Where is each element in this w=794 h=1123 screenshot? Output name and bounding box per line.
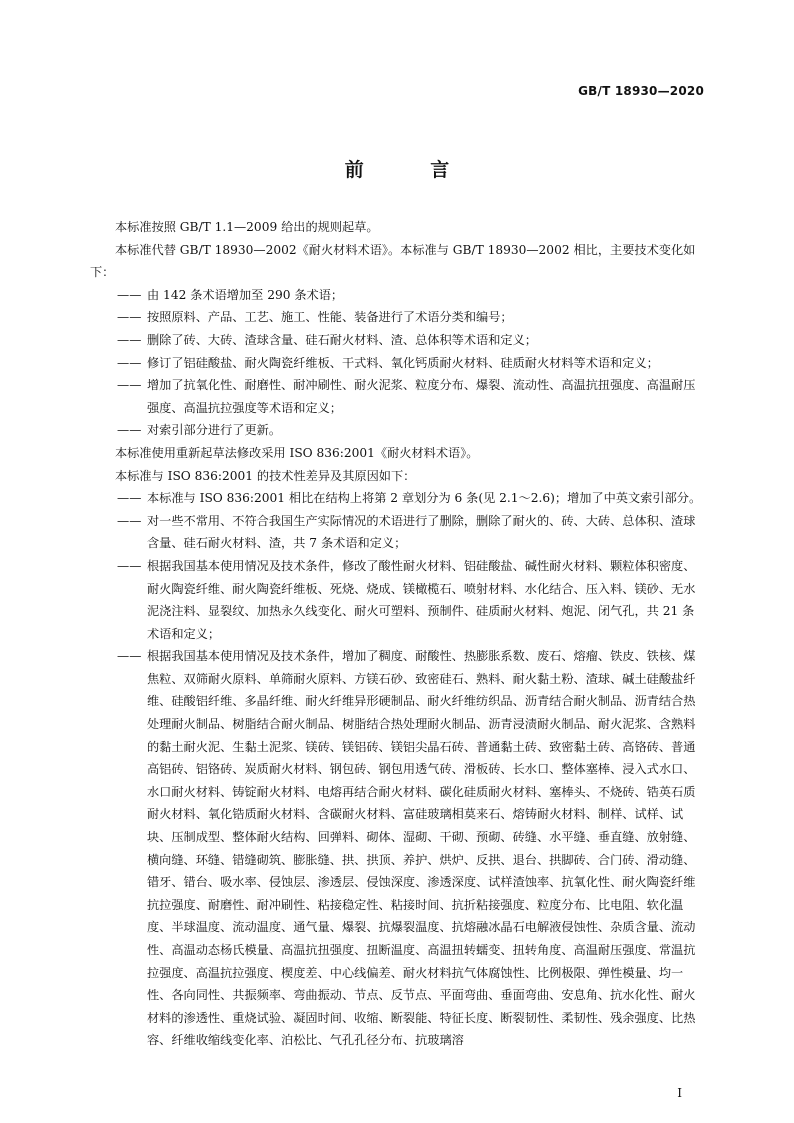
list-item-text: 按照原料、产品、工艺、施工、性能、装备进行了术语分类和编号； [147,310,513,325]
paragraph-replacement: 本标准代替 GB/T 18930—2002《耐火材料术语》。本标准与 GB/T 18930—2002 相比，主要技术变化如下： [90,242,696,280]
list-item-text: 根据我国基本使用情况及技术条件，增加了稠度、耐酸性、热膨胀系数、废石、熔瘤、铁皮、铁核、煤焦粒、双筛耐火原料、单筛耐火原料、方镁石砂、致密硅石、熟料、耐火黏土粉、渣球、碱土硅酸盐纤维、硅酸铝纤维、多晶纤维、耐火纤维异形硬制品、耐火纤维纺织品、沥青结合耐火制品、沥青结合热处理耐火制品、树脂结合耐火制品、树脂结合热处理耐火制品、沥青浸渍耐火制品、耐火泥浆、含熟料的黏土耐火泥、生黏土泥浆、镁砖、镁铝砖、镁铝尖晶石砖、普通黏土砖、致密黏土砖、高铬砖、普通高铝砖、铝铬砖、炭质耐火材料、钢包砖、钢包用透气砖、滑板砖、长水口、整体塞棒、浸入式水口、水口耐火材料、铸锭耐火材料、电熔再结合耐火材料、碳化硅质耐火材料、塞棒头、不烧砖、锆英石质耐火材料、氧化锆质耐火材料、含碳耐火材料、富硅玻璃相莫来石、熔铸耐火材料、制样、试样、试块、压制成型、整体耐火结构、回弹料、砌体、湿砌、干砌、预砌、砖缝、水平缝、垂直缝、放射缝、横向缝、环缝、错缝砌筑、膨胀缝、拱、拱顶、养护、烘炉、反拱、退台、拱脚砖、合门砖、滑动缝、错牙、错台、吸水率、侵蚀层、渗透层、侵蚀深度、渗透深度、试样渣蚀率、抗氧化性、耐火陶瓷纤维抗拉强度、耐磨性、耐冲刷性、粘接稳定性、粘接时间、抗折粘接强度、粒度分布、比电阻、软化温度、半球温度、流动温度、通气量、爆裂、抗爆裂温度、抗熔融冰晶石电解液侵蚀性、杂质含量、流动性、高温动态杨氏模量、高温抗扭强度、扭断温度、高温扭转蠕变、扭转角度、高温耐压强度、常温抗拉强度、高温抗拉强度、楔度差、中心线偏差、耐火材料抗气体腐蚀性、比例极限、弹性模量、均一性、各向同性、共振频率、弯曲振动、节点、反节点、平面弯曲、垂面弯曲、安息角、抗水化性、耐火材料的渗透性、重烧试验、凝固时间、收缩、断裂能、特征长度、断裂韧性、柔韧性、残余强度、比热容、纤维收缩线变化率、泊松比、气孔孔径分布、抗玻璃溶 [147,649,696,1048]
list-item [90,352,706,375]
dash-marker: —— [117,513,142,528]
changes-list [90,284,706,442]
paragraph-drafting-rules: 本标准按照 GB/T 1.1—2009 给出的规则起草。 [115,220,379,234]
page-title: 前 言 [344,159,480,181]
list-item [90,555,706,645]
standard-code: GB/T 18930—2020 [578,84,704,98]
list-item-text: 增加了抗氧化性、耐磨性、耐冲刷性、耐火泥浆、粒度分布、爆裂、流动性、高温抗扭强度、高温耐压强度、高温抗拉强度等术语和定义； [147,378,696,415]
list-item [90,510,706,555]
dash-marker: —— [117,287,142,302]
dash-marker: —— [117,423,142,438]
list-item-text: 本标准与 ISO 836:2001 相比在结构上将第 2 章划分为 6 条(见 2.1～2.6)；增加了中英文索引部分。 [147,491,702,506]
list-item-text: 删除了砖、大砖、渣球含量、硅石耐火材料、渣、总体积等术语和定义； [147,332,537,347]
dash-marker: —— [117,378,142,393]
list-item [90,329,706,352]
list-item [90,306,706,329]
page-number: I [677,1086,682,1100]
paragraph-iso-adoption: 本标准使用重新起草法修改采用 ISO 836:2001《耐火材料术语》。 [115,445,479,460]
list-item [90,419,706,442]
document-body [90,216,706,1052]
dash-marker: —— [117,491,142,506]
list-item [90,645,706,1052]
dash-marker: —— [117,310,142,325]
list-item-text: 根据我国基本使用情况及技术条件，修改了酸性耐火材料、铝硅酸盐、碱性耐火材料、颗粒体积密度、耐火陶瓷纤维、耐火陶瓷纤维板、死烧、烧成、镁橄榄石、喷射材料、水化结合、压入料、镁砂、无水泥浇注料、显裂纹、加热永久线变化、耐火可塑料、预制件、硅质耐火材料、炮泥、闭气孔，共 21 条术语和定义； [147,558,696,641]
dash-marker: —— [117,558,142,573]
dash-marker: —— [117,355,142,370]
list-item [90,487,706,510]
differences-list [90,487,706,1052]
list-item [90,284,706,307]
dash-marker: —— [117,332,142,347]
list-item-text: 对索引部分进行了更新。 [147,423,282,438]
list-item-text: 修订了铝硅酸盐、耐火陶瓷纤维板、干式料、氧化钙质耐火材料、硅质耐火材料等术语和定义； [147,355,659,370]
dash-marker: —— [117,649,142,664]
list-item [90,374,706,419]
list-item-text: 对一些不常用、不符合我国生产实际情况的术语进行了删除，删除了耐火的、砖、大砖、总体积、渣球含量、硅石耐火材料、渣，共 7 条术语和定义； [147,513,696,551]
list-item-text: 由 142 条术语增加至 290 条术语； [147,287,344,302]
paragraph-differences-intro: 本标准与 ISO 836:2001 的技术性差异及其原因如下： [115,468,416,483]
